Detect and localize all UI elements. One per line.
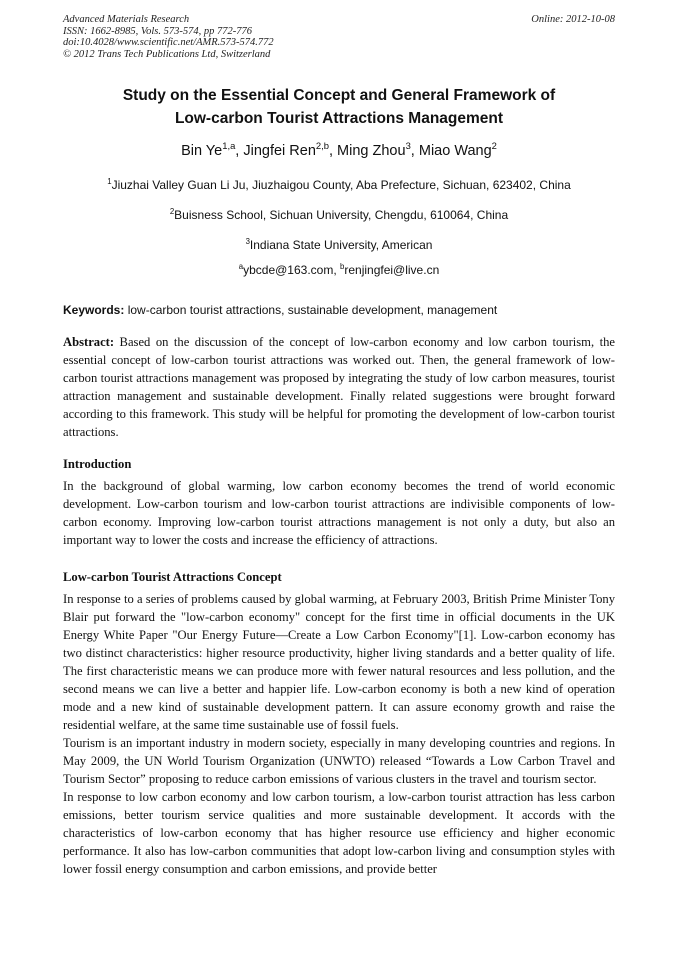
author-name: Ming Zhou: [337, 143, 406, 159]
concept-section-body: [63, 590, 615, 878]
keywords-text: low-carbon tourist attractions, sustainable development, management: [124, 303, 498, 317]
online-date: Online: 2012-10-08: [531, 14, 615, 25]
journal-doi: doi:10.4028/www.scientific.net/AMR.573-574.772: [63, 37, 274, 48]
journal-copyright: © 2012 Trans Tech Publications Ltd, Switzerland: [63, 48, 271, 60]
affiliation-text: Buisness School, Sichuan University, Chengdu, 610064, China: [174, 208, 509, 222]
abstract: [63, 333, 615, 441]
paper-title: [63, 84, 615, 130]
title-line-2: Low-carbon Tourist Attractions Management: [174, 110, 504, 127]
affiliation-sup: 1: [107, 177, 112, 186]
author-sup: 2: [491, 140, 497, 152]
email-line: $^a$ybcde@163.com, $^b$renjingfei@live.cn: [238, 262, 440, 277]
affiliation-sup: 2: [169, 207, 175, 216]
affiliation-1: [63, 178, 615, 192]
abstract-label: Abstract:: [63, 335, 115, 349]
affiliation-text: Jiuzhai Valley Guan Li Ju, Jiuzhaigou County, Aba Prefecture, Sichuan, 623402, China: [111, 178, 571, 192]
email-sup: a: [238, 262, 244, 271]
affiliation-3: [63, 238, 615, 252]
introduction-paragraph: [63, 477, 615, 549]
abstract-text: Based on the discussion of the concept of low-carbon economy and low carbon tourism, the essential concept of low-carbon tourist attractions was worked out. Then, the general framework of low-carbon tourist attractions management was proposed by integrating the study of low carbon measures, tourist attraction management and sustainable development. Finally related suggestions were brought forward according to this framework. This study will be helpful for promoting the development of low-carbon tourist attractions.: [63, 335, 615, 439]
paragraph: Tourism is an important industry in modern society, especially in many developing countries and regions. In May 2009, the UN World Tourism Organization (UNWTO) released “Towards a Low Carbon Travel and Tourism Sector” proposing to reduce carbon emissions of various clusters in the travel and tourism sector.: [63, 736, 615, 786]
affiliation-text: Indiana State University, American: [249, 238, 433, 252]
author-sup: 3: [405, 140, 411, 152]
author-list: Bin Ye$^{1,a}$, Jingfei Ren$^{2,b}$, Ming Zhou$^3$, Miao Wang$^2$: [181, 140, 497, 159]
paragraph: In the background of global warming, low carbon economy becomes the trend of world economic development. Low-carbon tourism and low-carbon tourist attractions are indivisible components of low-carbon economy. Improving low-carbon tourist attractions management is not only a duty, but also an important way to lower the costs and increase the efficiency of attractions.: [63, 479, 615, 547]
paragraph: In response to a series of problems caused by global warming, at February 2003, British Prime Minister Tony Blair put forward the "low-carbon economy" concept for the first time in official documents in the UK Energy White Paper "Our Energy Future—Create a Low Carbon Economy"[1]. Low-carbon economy has two distinct characteristics: higher resource productivity, higher living standards and a better quality of life. The first characteristic means we can produce more with fewer natural resources and less pollution, and the second means we can live a better and happier life. Low-carbon economy is both a new kind of operation mode and a new kind of sustainable development pattern. It can assure economy growth and raise the residential welfare, at the same time sustainable use of fossil fuels.: [63, 592, 615, 732]
author-sup: 2,b: [315, 140, 329, 152]
author-name: Bin Ye: [181, 143, 223, 159]
keywords: [63, 303, 615, 317]
journal-header: [63, 14, 615, 60]
email-sup: b: [340, 262, 345, 271]
journal-name: Advanced Materials Research: [63, 14, 190, 25]
author-sup: 1,a: [222, 140, 236, 152]
paragraph: In response to low carbon economy and low carbon tourism, a low-carbon tourist attraction has less carbon emissions, better tourism service qualities and more sustainable development. It accords with the characteristics of low-carbon economy that has higher resource use efficiency and higher economic performance. It also has low-carbon communities that adopt low-carbon living and consumption styles with lower fossil energy consumption and carbon emissions, and provide better: [63, 790, 615, 876]
author-name: Miao Wang: [418, 143, 492, 159]
email-address[interactable]: ybcde@163.com: [243, 263, 334, 277]
affiliation-sup: 3: [245, 237, 250, 246]
journal-issn: ISSN: 1662-8985, Vols. 573-574, pp 772-776: [63, 25, 252, 37]
affiliation-2: [63, 208, 615, 222]
title-line-1: Study on the Essential Concept and General Framework of: [122, 87, 556, 104]
keywords-label: Keywords:: [63, 303, 125, 317]
author-name: Jingfei Ren: [243, 143, 316, 159]
email-address[interactable]: renjingfei@live.cn: [344, 263, 440, 277]
section-heading-concept: Low-carbon Tourist Attractions Concept: [63, 570, 282, 584]
section-heading-introduction: Introduction: [63, 457, 132, 471]
